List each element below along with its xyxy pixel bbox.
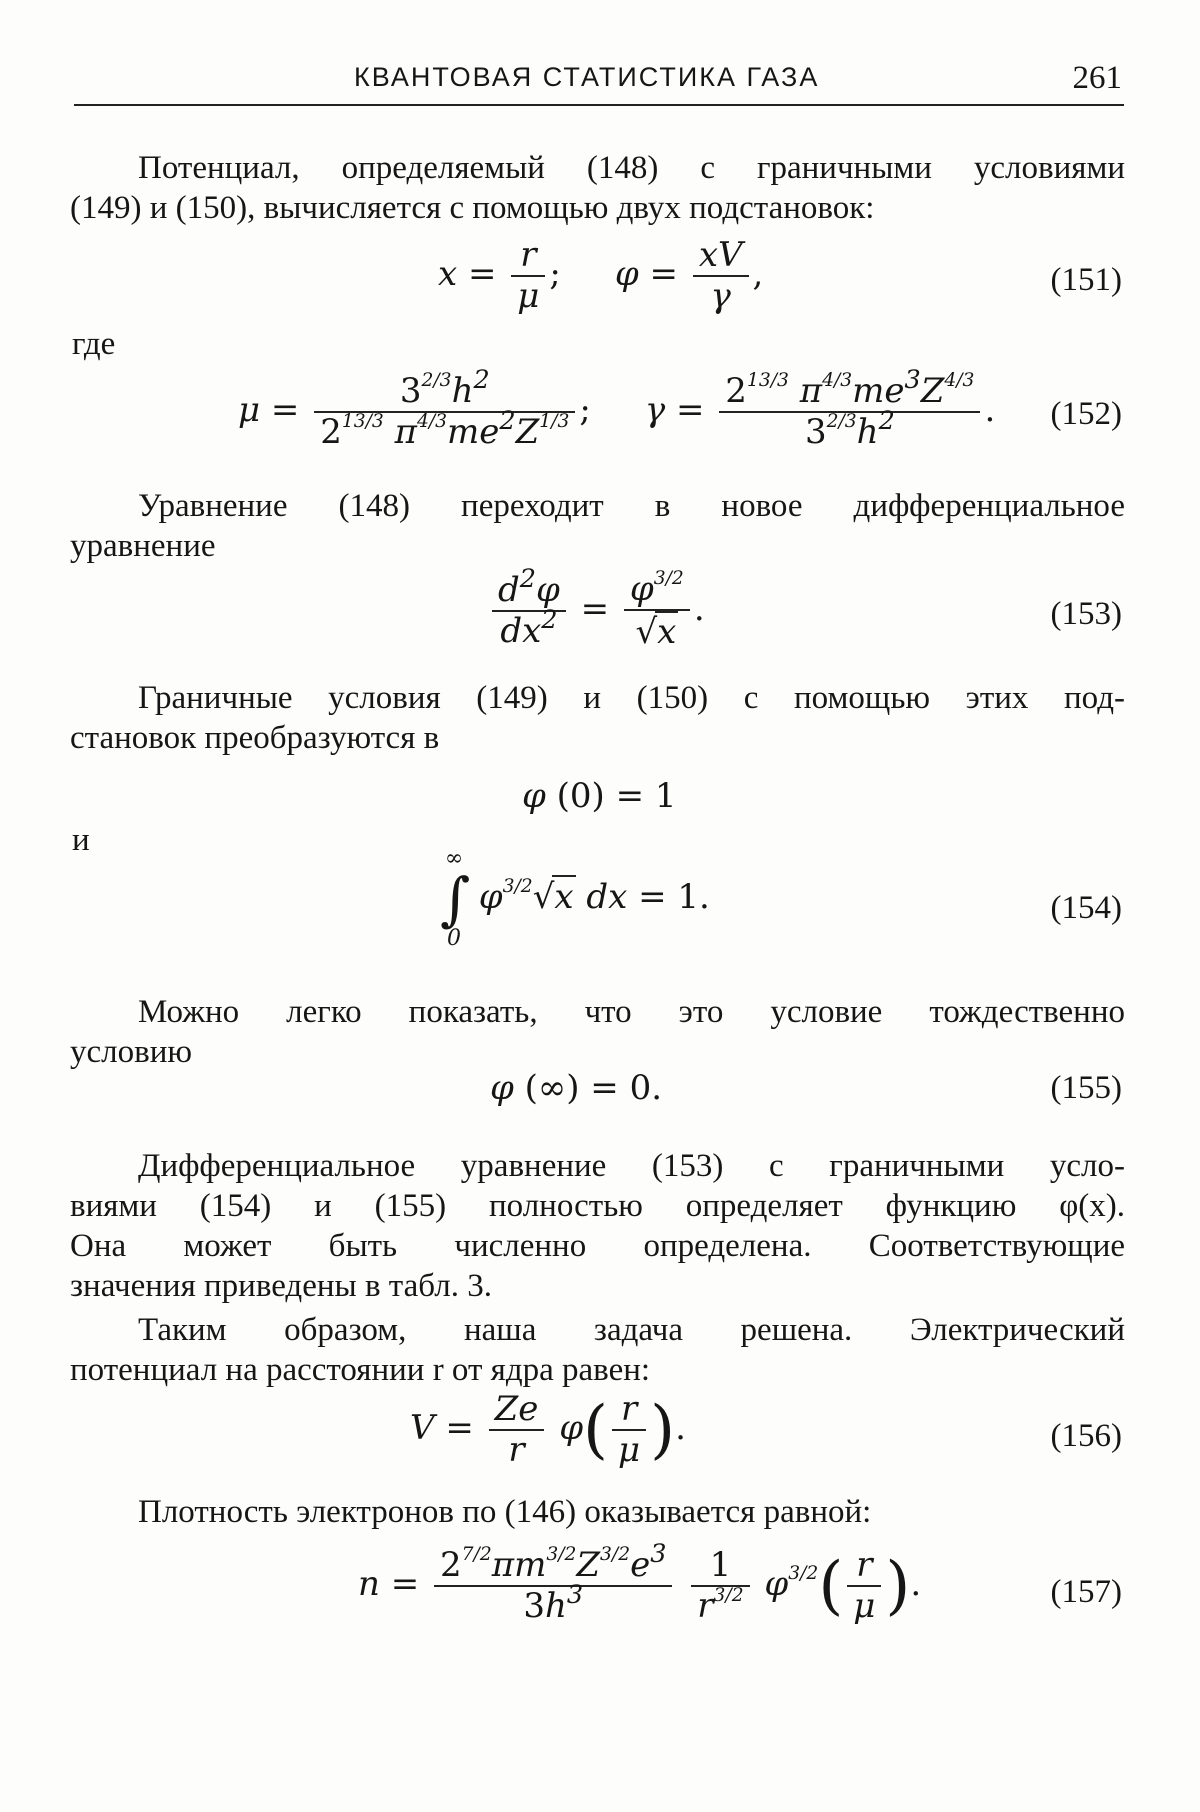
equation-number: (156) (1050, 1418, 1122, 1454)
paragraph-1 (70, 148, 1125, 228)
paragraph-6 (70, 1310, 1125, 1390)
paragraph-line: потенциал на расстоянии r от ядра равен: (70, 1352, 651, 1388)
equation-number: (153) (1050, 596, 1122, 632)
paragraph-line: Плотность электронов по (146) оказывается равной: (138, 1494, 872, 1530)
paragraph-line: Можно легко показать, что это условие тождественно (138, 994, 1125, 1030)
paragraph-line: Потенциал, определяемый (148) с граничными условиями (138, 150, 1125, 186)
paragraph-line: уравнение (70, 528, 216, 564)
running-head (74, 58, 1124, 106)
page-number: 261 (1072, 60, 1122, 96)
paragraph-7 (70, 1492, 1125, 1532)
running-head-title: КВАНТОВАЯ СТАТИСТИКА ГАЗА (354, 62, 820, 92)
equation-152: μ = $\frac{3^{2/3}h^2}{2^{13/3} \pi^{4/3}me^2Z^{1/3}}$ ; γ = $\frac{2^{13/3} \pi^{4/3}me^3Z^{4/3}}{3^{2/3}h^2}$ . (238, 364, 996, 453)
equation-153: $\frac{d^2\varphi}{dx^2}$ = $\frac{\varphi^{3/2}}{√x}$ . (488, 570, 705, 652)
equation-number: (152) (1050, 396, 1122, 432)
paragraph-line: Уравнение (148) переходит в новое дифференциальное (138, 488, 1125, 524)
equation-155: φ (∞) = 0. (490, 1068, 663, 1108)
equation-156: V = $\frac{Ze}{r}$ φ( $\frac{r}{\mu}$ ). (410, 1389, 686, 1471)
paragraph-3 (70, 678, 1125, 758)
paragraph-2 (70, 486, 1125, 566)
paragraph-line: (149) и (150), вычисляется с помощью двух подстановок: (70, 190, 875, 226)
paragraph-line: Таким образом, наша задача решена. Электрический (138, 1312, 1125, 1348)
paragraph-line: виями (154) и (155) полностью определяет функцию φ(x). (70, 1188, 1125, 1224)
equation-number: (151) (1050, 262, 1122, 298)
paragraph-line: Граничные условия (149) и (150) с помощью этих под- (138, 680, 1125, 716)
paragraph-line: значения приведены в табл. 3. (70, 1268, 492, 1304)
paragraph-line: становок преобразуются в (70, 720, 440, 756)
equation-154: ∞ ∫ 0 $\varphi^{3/2}√x$ dx = 1. (440, 846, 710, 951)
paragraph-line: условию (70, 1034, 193, 1070)
equation-157: n = $\frac{2^{7/2}\pi m^{3/2}Z^{3/2}e^3}{3h^3}$ $\frac{1}{r^{3/2}}$ $\varphi^{3/2}$( $\frac{r}{\mu}$ ). (358, 1538, 922, 1627)
boundary-condition-phi-zero: φ (0) = 1 (522, 776, 677, 816)
equation-number: (157) (1050, 1574, 1122, 1610)
paragraph-line: Дифференциальное уравнение (153) с граничными усло- (138, 1148, 1125, 1184)
equation-number: (154) (1050, 890, 1122, 926)
paragraph-5 (70, 1146, 1125, 1306)
equation-number: (155) (1050, 1070, 1122, 1106)
paragraph-4 (70, 992, 1125, 1072)
paragraph-line: Она может быть численно определена. Соответствующие (70, 1228, 1125, 1264)
connective-word: где (72, 326, 116, 362)
equation-151: x = $\frac{r}{\mu}$ ; φ = $\frac{xV}{\gamma}$ , (438, 235, 764, 317)
connective-word: и (72, 822, 90, 858)
